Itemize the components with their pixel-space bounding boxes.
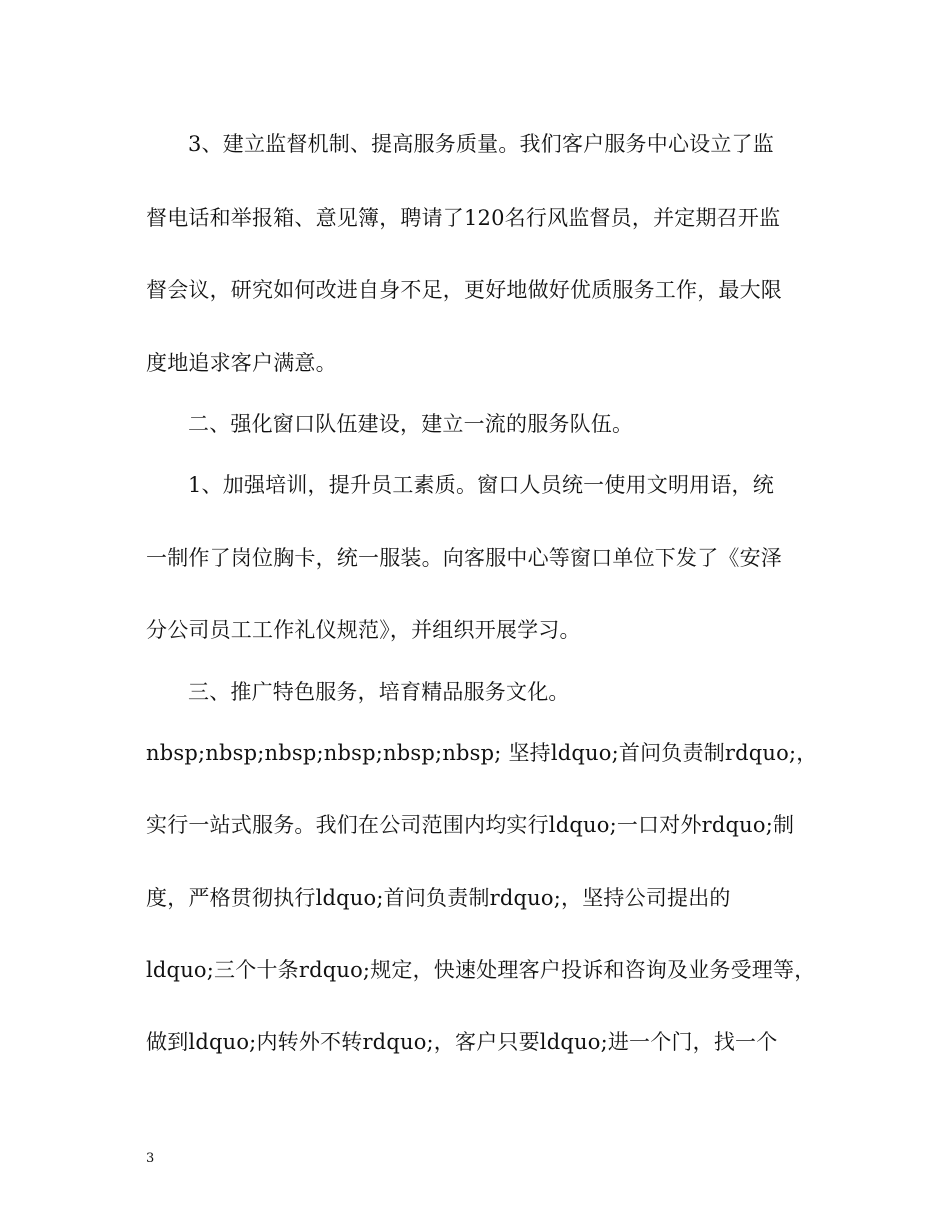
paragraph-line: 度，严格贯彻执行ldquo;首问负责制rdquo;，坚持公司提出的 — [146, 886, 731, 910]
paragraph-line: 度地追求客户满意。 — [146, 351, 337, 375]
paragraph-line: 督电话和举报箱、意见簿，聘请了120名行风监督员，并定期召开监 — [146, 206, 781, 230]
section-heading: 三、推广特色服务，培育精品服务文化。 — [188, 680, 570, 704]
paragraph-line: 1、加强培训，提升员工素质。窗口人员统一使用文明用语，统 — [188, 473, 774, 497]
paragraph-line: 分公司员工工作礼仪规范》，并组织开展学习。 — [146, 618, 581, 642]
paragraph-line: 一制作了岗位胸卡，统一服装。向客服中心等窗口单位下发了《安泽 — [146, 546, 782, 570]
paragraph-line: 督会议，研究如何改进自身不足，更好地做好优质服务工作，最大限 — [146, 278, 782, 302]
paragraph-line: ldquo;三个十条rdquo;规定，快速处理客户投诉和咨询及业务受理等， — [146, 958, 816, 982]
paragraph-line: nbsp;nbsp;nbsp;nbsp;nbsp;nbsp; 坚持ldquo;首问负责制rdquo;， — [146, 741, 818, 765]
section-heading: 二、强化窗口队伍建设，建立一流的服务队伍。 — [188, 412, 634, 436]
paragraph-line: 做到ldquo;内转外不转rdquo;，客户只要ldquo;进一个门，找一个 — [146, 1030, 778, 1054]
page-number: 3 — [146, 1151, 155, 1166]
paragraph-line: 3、建立监督机制、提高服务质量。我们客户服务中心设立了监 — [188, 132, 774, 156]
paragraph-line: 实行一站式服务。我们在公司范围内均实行ldquo;一口对外rdquo;制 — [146, 813, 795, 837]
